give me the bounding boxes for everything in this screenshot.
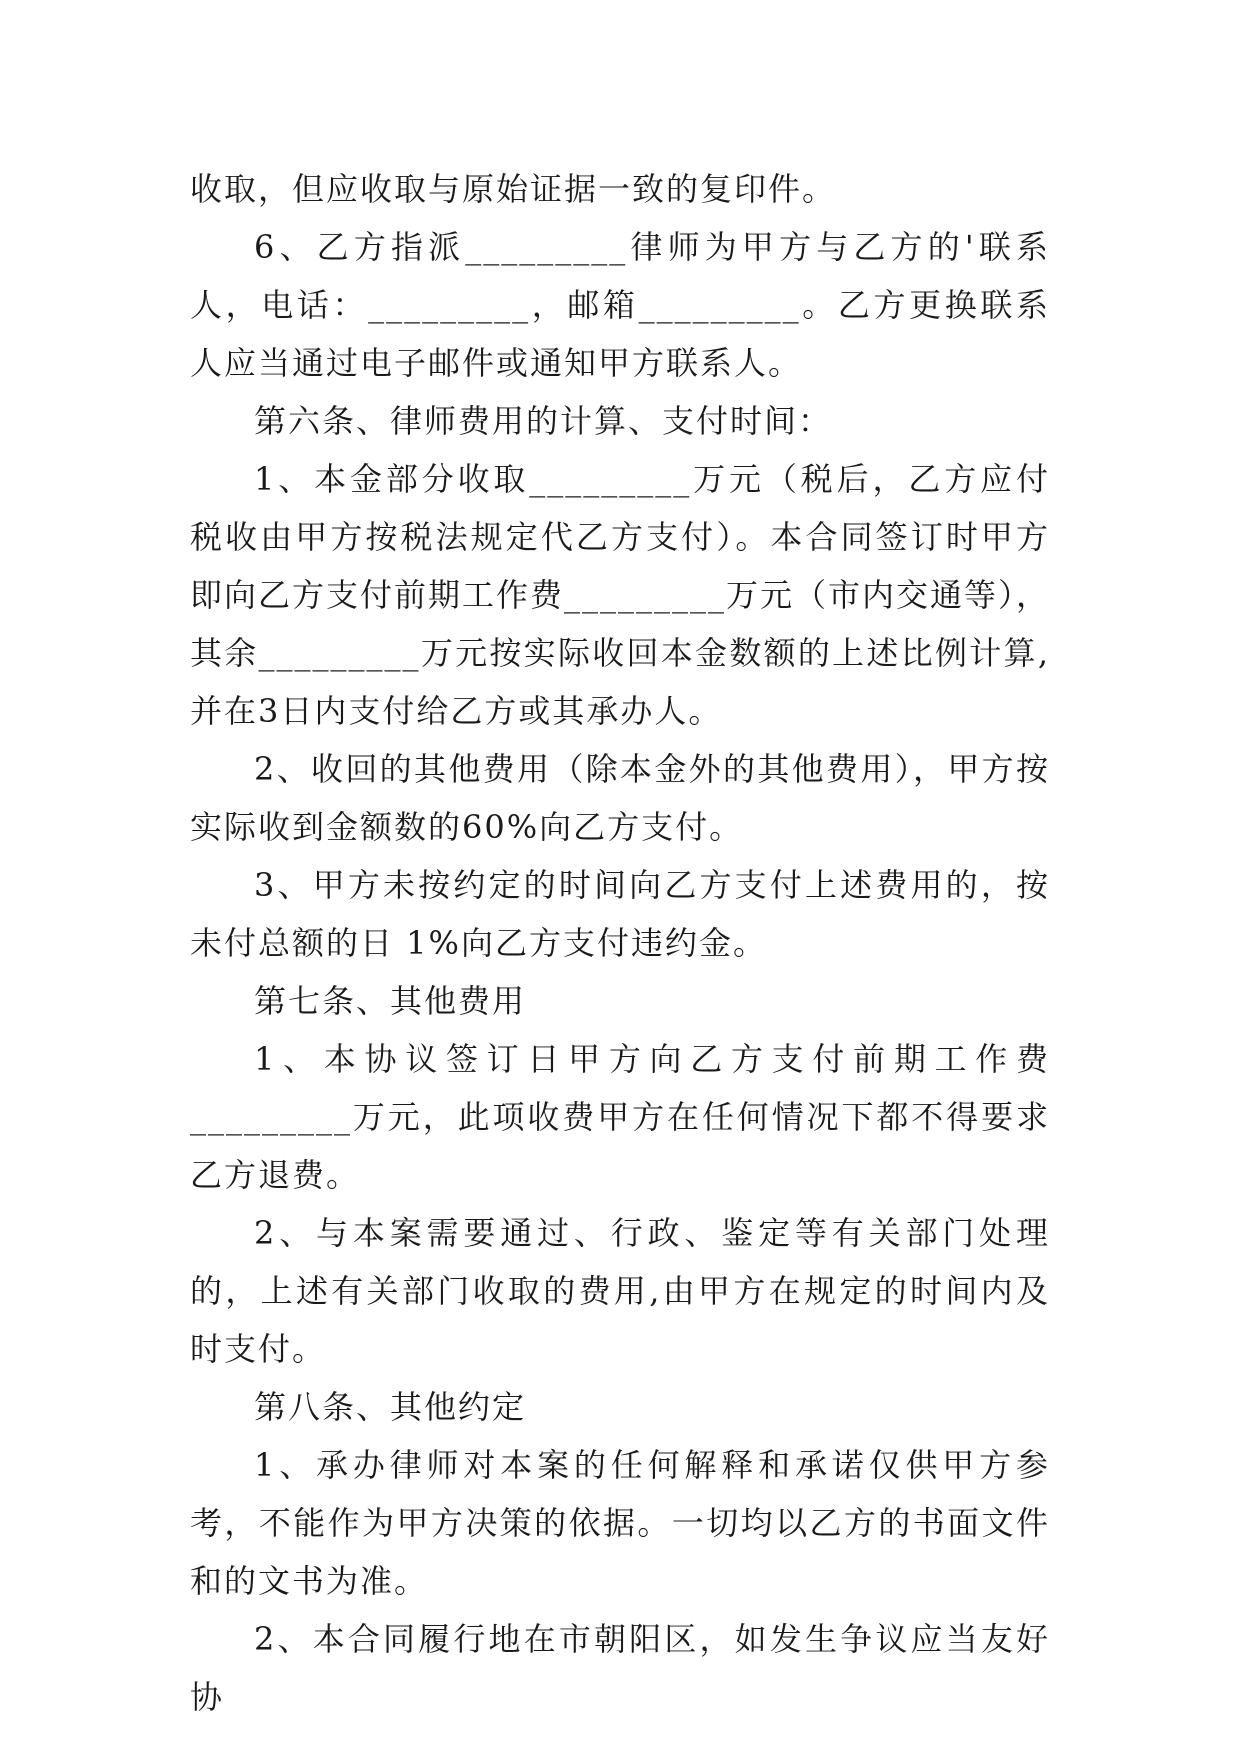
section-heading-8: 第八条、其他约定 <box>254 1388 527 1426</box>
paragraph-8: 1、本协议签订日甲方向乙方支付前期工作费_________万元，此项收费甲方在任何情况下都不得要求乙方退费。 <box>190 1040 1050 1194</box>
paragraph-6: 3、甲方未按约定的时间向乙方支付上述费用的，按未付总额的日 1%向乙方支付违约金。 <box>190 866 1050 962</box>
paragraph-5: 2、收回的其他费用（除本金外的其他费用），甲方按实际收到金额数的60%向乙方支付。 <box>190 750 1050 846</box>
paragraph-1: 收取，但应收取与原始证据一致的复印件。 <box>190 170 837 208</box>
section-heading-6: 第六条、律师费用的计算、支付时间： <box>254 402 833 440</box>
document-body <box>190 160 1050 1726</box>
paragraph-12: 2、本合同履行地在市朝阳区，如发生争议应当友好协 <box>190 1620 1050 1716</box>
paragraph-4: 1、本金部分收取_________万元（税后，乙方应付税收由甲方按税法规定代乙方支付）。本合同签订时甲方即向乙方支付前期工作费_________万元（市内交通等），其余_________万元按实际收回本金数额的上述比例计算,并在3日内支付给乙方或其承办人。 <box>190 460 1051 730</box>
paragraph-11: 1、承办律师对本案的任何解释和承诺仅供甲方参考，不能作为甲方决策的依据。一切均以乙方的书面文件和的文书为准。 <box>190 1446 1050 1600</box>
paragraph-9: 2、与本案需要通过、行政、鉴定等有关部门处理的，上述有关部门收取的费用,由甲方在规定的时间内及时支付。 <box>190 1214 1050 1368</box>
paragraph-2: 6、乙方指派_________律师为甲方与乙方的'联系人，电话：_________，邮箱_________。乙方更换联系人应当通过电子邮件或通知甲方联系人。 <box>190 228 1050 382</box>
section-heading-7: 第七条、其他费用 <box>254 982 527 1020</box>
